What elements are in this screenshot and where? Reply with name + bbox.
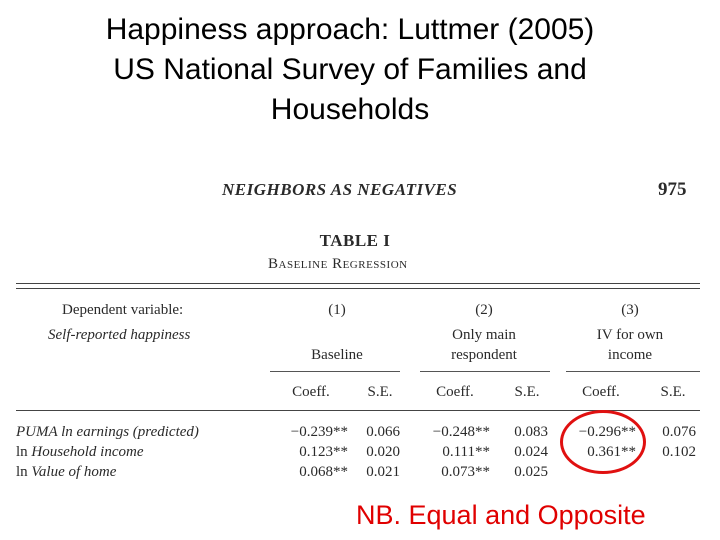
column-title: IV for own xyxy=(596,327,664,343)
column-number: (2) xyxy=(475,302,493,318)
row-label xyxy=(16,444,143,461)
dependent-variable-label: Dependent variable: xyxy=(62,302,184,318)
cell-coeff: 0.068** xyxy=(299,464,348,480)
row-label-prefix: ln xyxy=(16,444,28,460)
cell-coeff: 0.073** xyxy=(441,464,490,480)
column-group-rule xyxy=(566,371,700,372)
cell-se: 0.021 xyxy=(366,464,400,480)
slide-note: NB. Equal and Opposite xyxy=(356,500,646,530)
cell-coeff: 0.111** xyxy=(442,444,490,460)
table-subcaption: Baseline Regression xyxy=(268,256,408,272)
row-label xyxy=(16,424,199,441)
table-top-rule-double xyxy=(16,288,700,289)
dependent-variable-name: Self-reported happiness xyxy=(48,327,191,343)
column-group-rule xyxy=(420,371,550,372)
cell-se: 0.066 xyxy=(366,424,400,440)
slide-title-line: US National Survey of Families and xyxy=(113,53,587,86)
page-number: 975 xyxy=(658,179,687,200)
slide-title-line: Households xyxy=(270,93,430,126)
slide-title xyxy=(0,10,700,130)
cell-coeff: −0.248** xyxy=(432,424,490,440)
column-title: Baseline xyxy=(311,347,363,363)
table-top-rule xyxy=(16,283,700,284)
cell-coeff: 0.361** xyxy=(587,444,636,460)
row-label xyxy=(16,464,116,481)
column-number: (3) xyxy=(621,302,639,318)
subheader-se: S.E. xyxy=(514,384,540,400)
subheader-coeff: Coeff. xyxy=(292,384,330,400)
cell-se: 0.024 xyxy=(514,444,548,460)
row-label-text: Household income xyxy=(27,444,144,460)
cell-se: 0.025 xyxy=(514,464,548,480)
running-head: NEIGHBORS AS NEGATIVES xyxy=(222,180,458,199)
cell-se: 0.076 xyxy=(662,424,696,440)
column-title: Only main xyxy=(452,327,516,343)
row-label-prefix: PUMA xyxy=(16,424,58,440)
cell-se: 0.102 xyxy=(662,444,696,460)
column-number: (1) xyxy=(328,302,346,318)
cell-se: 0.020 xyxy=(366,444,400,460)
column-group-rule xyxy=(270,371,400,372)
slide-title-line: Happiness approach: Luttmer (2005) xyxy=(105,13,595,46)
row-label-text: ln earnings (predicted) xyxy=(57,424,199,440)
subheader-se: S.E. xyxy=(367,384,393,400)
cell-coeff: 0.123** xyxy=(299,444,348,460)
cell-se: 0.083 xyxy=(514,424,548,440)
row-label-text: Value of home xyxy=(27,464,117,480)
subheader-coeff: Coeff. xyxy=(436,384,474,400)
subheader-coeff: Coeff. xyxy=(582,384,620,400)
column-title: income xyxy=(607,347,653,363)
highlight-circle xyxy=(560,410,646,474)
row-label-prefix: ln xyxy=(16,464,28,480)
cell-coeff: −0.296** xyxy=(578,424,636,440)
subheader-se: S.E. xyxy=(660,384,686,400)
column-title: respondent xyxy=(451,347,517,363)
cell-coeff: −0.239** xyxy=(290,424,348,440)
table-caption: TABLE I xyxy=(319,231,391,250)
